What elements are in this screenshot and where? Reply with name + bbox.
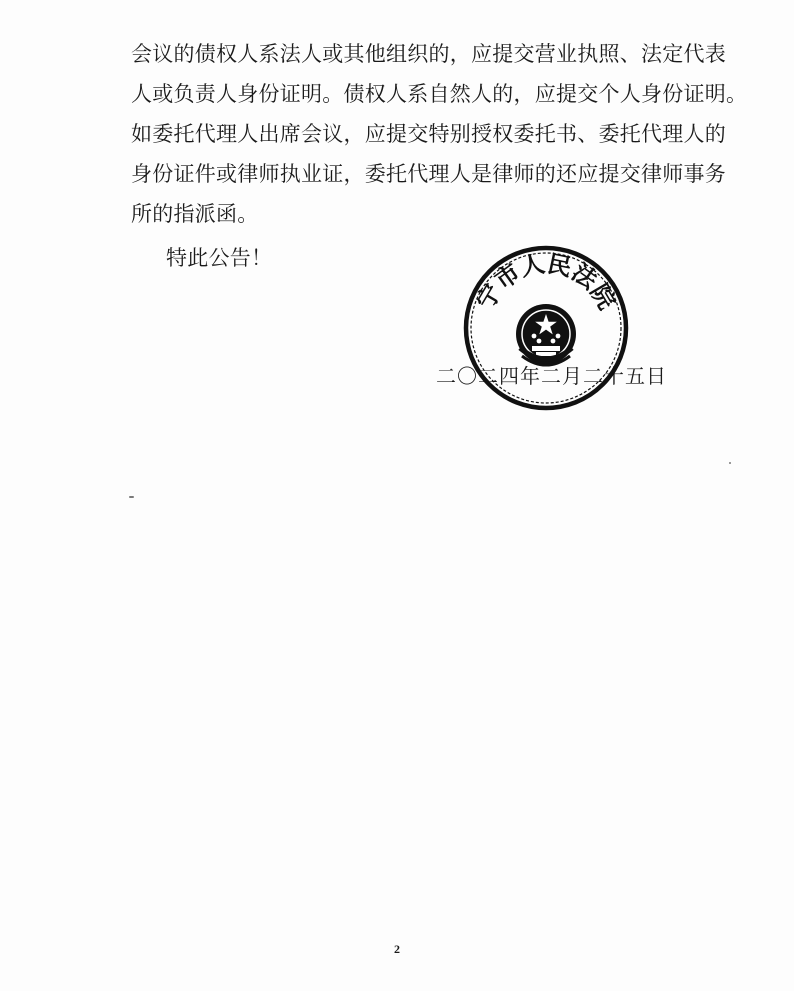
scan-speck <box>729 462 731 464</box>
paragraph-line-3: 如委托代理人出席会议，应提交特别授权委托书、委托代理人的 <box>131 122 726 146</box>
seal-text: 宁市人民法院 <box>470 248 622 315</box>
national-emblem-icon <box>516 304 576 365</box>
paragraph-line-1: 会议的债权人系法人或其他组织的，应提交营业执照、法定代表 <box>131 42 726 66</box>
closing-remark: 特此公告！ <box>166 246 273 270</box>
signature-date: 二〇二四年二月二十五日 <box>436 364 667 388</box>
page-number: 2 <box>394 942 400 956</box>
paragraph-line-5: 所的指派函。 <box>131 202 259 226</box>
scan-speck <box>129 496 134 498</box>
court-seal-stamp <box>462 244 630 412</box>
paragraph-line-4: 身份证件或律师执业证，委托代理人是律师的还应提交律师事务 <box>131 162 726 186</box>
paragraph-line-2: 人或负责人身份证明。债权人系自然人的，应提交个人身份证明。 <box>131 82 748 106</box>
